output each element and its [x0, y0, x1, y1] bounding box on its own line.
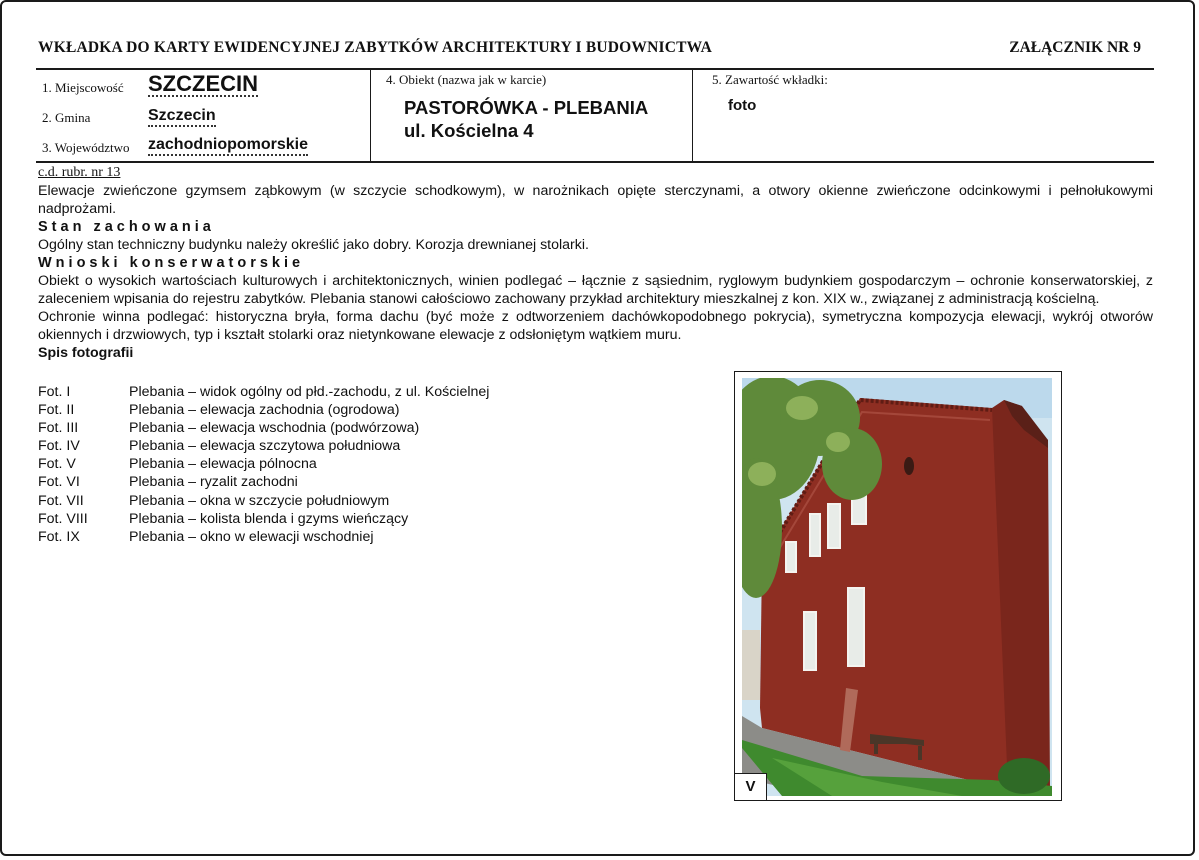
photo-number: Fot. VII — [38, 492, 84, 509]
photo-number: Fot. IX — [38, 528, 80, 545]
photo-list — [38, 383, 489, 546]
header-top-rule — [36, 68, 1154, 70]
contents-label: 5. Zawartość wkładki: — [712, 72, 828, 87]
photo-list-item — [38, 528, 489, 546]
continuation-note: c.d. rubr. nr 13 — [38, 165, 121, 180]
conclusions-heading: Wnioski konserwatorskie — [38, 255, 305, 271]
photo-number-label: V — [734, 773, 767, 801]
annex-number: ZAŁĄCZNIK NR 9 — [1009, 39, 1141, 56]
photo-list-item — [38, 401, 489, 419]
photo-number: Fot. IV — [38, 438, 80, 455]
photo-list-item — [38, 492, 489, 510]
photo-list-item — [38, 437, 489, 455]
photo-list-item — [38, 455, 489, 473]
commune-value: Szczecin — [148, 108, 216, 127]
photo-number: Fot. VIII — [38, 510, 88, 527]
photo-number: Fot. I — [38, 384, 71, 400]
protection-paragraph: Ochronie winna podlegać: historyczna bryła, forma dachu (być może z odtworzeniem dachówkopodobnego pokrycia), symetryczna kompozycja elewacji, wykrój otworów okiennych i drzwiowych, typ i kształt stolarki oraz nietynkowane elewacje z odsłoniętym wątkiem muru. — [38, 309, 1153, 343]
object-address: ul. Kościelna 4 — [404, 120, 534, 141]
photo-description: Plebania – okno w elewacji wschodniej — [129, 528, 374, 545]
contents-value: foto — [728, 97, 757, 114]
photo-list-item — [38, 419, 489, 437]
photo-description: Plebania – elewacja zachodnia (ogrodowa) — [129, 402, 400, 419]
photo-description: Plebania – kolista blenda i gzyms wieńczący — [129, 510, 409, 527]
photo-list-item — [38, 510, 489, 528]
round-blind-window — [904, 457, 914, 475]
commune-label: 2. Gmina — [42, 110, 91, 125]
photo-description: Plebania – elewacja szczytowa południowa — [129, 438, 401, 455]
document-title: WKŁADKA DO KARTY EWIDENCYJNEJ ZABYTKÓW ARCHITEKTURY I BUDOWNICTWA — [38, 39, 713, 56]
column-divider-2 — [692, 69, 693, 161]
neighbour-building — [742, 630, 760, 700]
photo-number: Fot. VI — [38, 474, 80, 491]
photo-number: Fot. V — [38, 456, 76, 473]
photo-description: Plebania – okna w szczycie południowym — [129, 492, 390, 509]
photo-description: Plebania – elewacja pólnocna — [129, 456, 317, 473]
photo-description: Plebania – elewacja wschodnia (podwórzowa) — [129, 420, 420, 437]
locality-value: SZCZECIN — [148, 71, 258, 96]
photo-number: Fot. III — [38, 420, 79, 437]
condition-heading: Stan zachowania — [38, 219, 215, 235]
building-photo — [742, 378, 1052, 796]
photo-description: Plebania – widok ogólny od płd.-zachodu, z ul. Kościelnej — [129, 384, 490, 400]
bush — [998, 758, 1050, 794]
locality-label: 1. Miejscowość — [42, 80, 124, 95]
photo-list-item — [38, 383, 489, 401]
photos-heading: Spis fotografii — [38, 345, 134, 361]
object-label: 4. Obiekt (nazwa jak w karcie) — [386, 72, 547, 87]
voivodeship-value: zachodniopomorskie — [148, 137, 308, 156]
object-name: PASTORÓWKA - PLEBANIA — [404, 97, 649, 118]
photo-list-item — [38, 473, 489, 491]
column-divider-1 — [370, 69, 371, 161]
condition-paragraph: Ogólny stan techniczny budynku należy określić jako dobry. Korozja drewnianej stolarki. — [38, 237, 589, 253]
photo-description: Plebania – ryzalit zachodni — [129, 474, 298, 491]
voivodeship-label: 3. Województwo — [42, 140, 130, 155]
conclusions-paragraph: Obiekt o wysokich wartościach kulturowych i architektonicznych, winien podlegać – łącznie z sąsiednim, ryglowym budynkiem gospodarczym – ochronie konserwatorskiej, z zaleceniem wpisania do rejestru zabytków. Plebania stanowi całościowo zachowany przykład architektury mieszkalnej z kon. XIX w., związanej z administracją kościelną. — [38, 273, 1153, 307]
description-body — [38, 182, 1153, 362]
elevation-paragraph: Elewacje zwieńczone gzymsem ząbkowym (w szczycie schodkowym), w narożnikach opięte sterczynami, a otwory okienne zwieńczone odcinkowymi i pełnołukowymi nadprożami. — [38, 183, 1153, 217]
photo-number: Fot. II — [38, 402, 75, 419]
header-bottom-rule — [36, 161, 1154, 163]
